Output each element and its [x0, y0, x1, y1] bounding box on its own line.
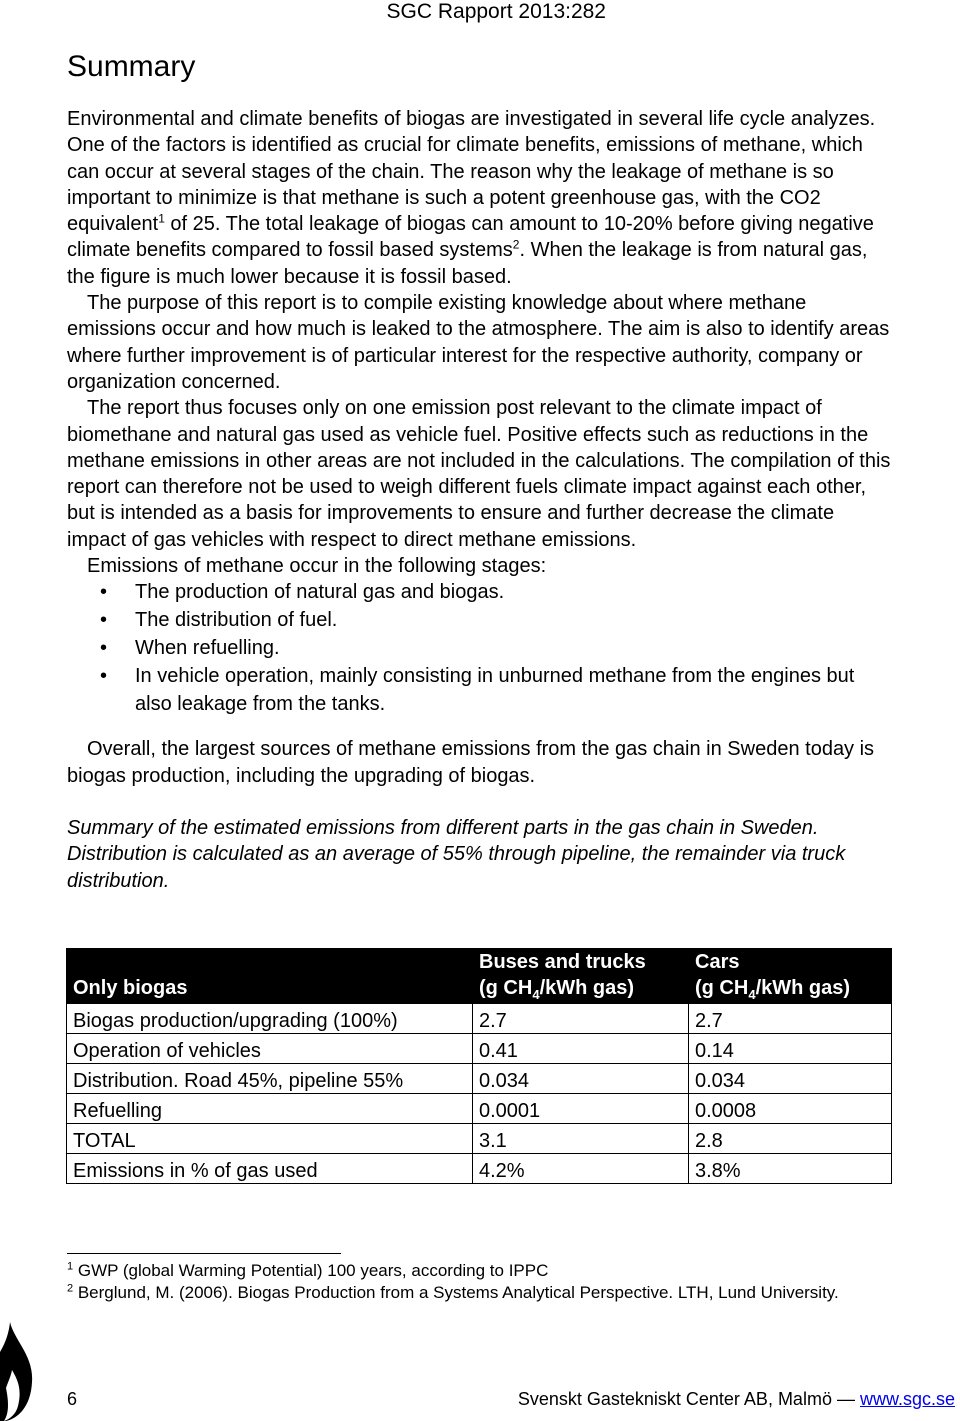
- table-row-percent: [67, 1154, 892, 1184]
- header-cars-unit-pre: (g CH: [695, 977, 749, 999]
- header-cars-unit-sub: 4: [748, 987, 756, 1002]
- row-label: Operation of vehicles: [67, 1034, 473, 1064]
- header-buses-trucks-title: Buses and trucks: [479, 951, 646, 973]
- row-label: Refuelling: [67, 1094, 473, 1124]
- cars-value: 2.7: [689, 1004, 892, 1034]
- footnotes: [67, 1260, 893, 1304]
- list-item: • When refuelling.: [67, 635, 893, 663]
- buses-value: 0.034: [473, 1064, 689, 1094]
- cars-value: 0.034: [689, 1064, 892, 1094]
- stages-list: [67, 579, 893, 718]
- buses-value: 0.41: [473, 1034, 689, 1064]
- cars-value: 3.8%: [689, 1154, 892, 1184]
- header-buses-unit-sub: 4: [532, 987, 540, 1002]
- footnote-2: [67, 1282, 893, 1304]
- report-id: SGC Rapport 2013:282: [386, 0, 606, 23]
- footnote-text: GWP (global Warming Potential) 100 years, according to IPPC: [73, 1261, 549, 1280]
- list-item: • The production of natural gas and biogas.: [67, 579, 893, 607]
- paragraph-focus: The report thus focuses only on one emission post relevant to the climate impact of biomethane and natural gas used as vehicle fuel. Positive effects such as reductions in the methane emissions in other areas are not included in the calculations. The compilation of this report can therefore not be used to weigh different fuels climate impact against each other, but is intended as a basis for improvements to ensure and further decrease the climate impact of gas vehicles with respect to direct methane emissions.: [67, 397, 891, 551]
- table-row: [67, 1034, 892, 1064]
- gas-flame-icon: [0, 1322, 36, 1421]
- footnote-number: 2: [67, 1282, 74, 1295]
- header-only-biogas: Only biogas: [67, 949, 473, 1004]
- cars-value: 0.14: [689, 1034, 892, 1064]
- header-buses-unit-pre: (g CH: [479, 977, 533, 999]
- paragraph-overall: Overall, the largest sources of methane emissions from the gas chain in Sweden today is biogas production, including the upgrading of biogas.: [67, 738, 875, 787]
- footer-publisher: Svenskt Gastekniskt Center AB, Malmö — www.sgc.se: [517, 1389, 955, 1409]
- paragraph-intro-part-a: Environmental and climate benefits of biogas are investigated in several life cycle analyzes. One of the factors is identified as crucial for climate benefits, emissions of methane, which can occur at several stages of the chain. The reason why the leakage of methane is so important to minimize is that methane is such a potent greenhouse gas, with the CO2 equivalent: [67, 108, 876, 236]
- website-link[interactable]: www.sgc.se: [859, 1389, 955, 1409]
- buses-value: 0.0001: [473, 1094, 689, 1124]
- table-header-row: [67, 949, 892, 1004]
- footnote-ref-1[interactable]: 1: [158, 211, 165, 226]
- paragraph-stages-intro: Emissions of methane occur in the following stages:: [87, 555, 547, 578]
- paragraph-purpose: The purpose of this report is to compile existing knowledge about where methane emissions occur and how much is leaked to the atmosphere. The aim is also to identify areas where further improvement is of particular interest for the respective authority, company or organization concerned.: [67, 292, 890, 393]
- row-label: Distribution. Road 45%, pipeline 55%: [67, 1064, 473, 1094]
- cars-value: 0.0008: [689, 1094, 892, 1124]
- section-title: Summary: [67, 50, 196, 83]
- footnote-number: 1: [67, 1260, 74, 1273]
- footnote-text: Berglund, M. (2006). Biogas Production from a Systems Analytical Perspective. LTH, Lund University.: [73, 1283, 839, 1302]
- list-item: • The distribution of fuel.: [67, 607, 893, 635]
- table-row-total: [67, 1124, 892, 1154]
- footnote-1: [67, 1260, 893, 1282]
- page-number: 6: [67, 1389, 78, 1409]
- row-label: Emissions in % of gas used: [67, 1154, 473, 1184]
- emissions-table: [66, 948, 892, 1184]
- footnote-ref-2[interactable]: 2: [512, 237, 520, 252]
- header-cars-unit-post: /kWh gas): [755, 977, 851, 999]
- table-row: [67, 1094, 892, 1124]
- list-item: • In vehicle operation, mainly consisting in unburned methane from the engines but also leakage from the tanks.: [67, 663, 893, 718]
- row-label: Biogas production/upgrading (100%): [67, 1004, 473, 1034]
- table-row: [67, 1004, 892, 1034]
- header-buses-unit-post: /kWh gas): [539, 977, 635, 999]
- summary-body: [67, 106, 893, 894]
- table-row: [67, 1064, 892, 1094]
- buses-value: 2.7: [473, 1004, 689, 1034]
- footnote-divider: [67, 1253, 341, 1254]
- buses-value: 3.1: [473, 1124, 689, 1154]
- table-caption: Summary of the estimated emissions from different parts in the gas chain in Sweden. Distribution is calculated as an average of 55% through pipeline, the remainder via truck distribution.: [67, 816, 846, 892]
- paragraph-intro-part-c: . When the leakage is from natural gas, the figure is much lower because it is fossil based.: [67, 239, 868, 288]
- paragraph-intro: [67, 106, 893, 290]
- buses-value: 4.2%: [473, 1154, 689, 1184]
- paragraph-intro-part-b: of 25. The total leakage of biogas can amount to 10-20% before giving negative climate benefits compared to fossil based systems: [67, 213, 874, 262]
- cars-value: 2.8: [689, 1124, 892, 1154]
- header-cars: [689, 949, 892, 1004]
- header-cars-title: Cars: [695, 951, 740, 973]
- header-buses-trucks: [473, 949, 689, 1004]
- row-label: TOTAL: [67, 1124, 473, 1154]
- publisher-name: Svenskt Gastekniskt Center AB, Malmö: [517, 1389, 832, 1409]
